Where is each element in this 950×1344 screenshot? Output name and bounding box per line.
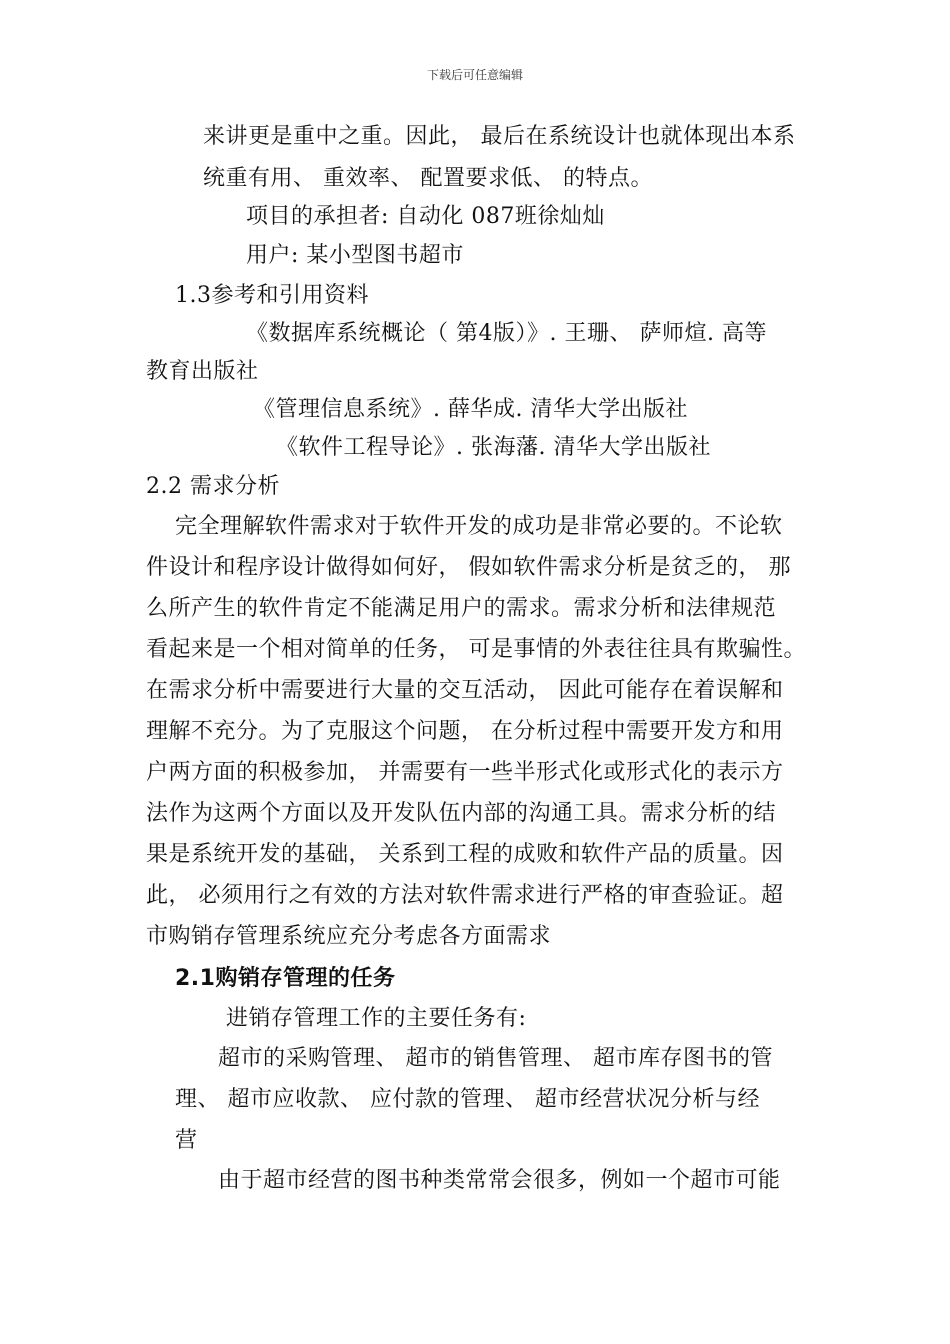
text-line: 理解不充分。为了克服这个问题， 在分析过程中需要开发方和用 xyxy=(146,719,784,744)
text-line: 在需求分析中需要进行大量的交互活动， 因此可能存在着误解和 xyxy=(146,678,784,703)
reference-item: 《软件工程导论》. 张海藩. 清华大学出版社 xyxy=(276,435,711,460)
text-line: 此， 必须用行之有效的方法对软件需求进行严格的审查验证。超 xyxy=(146,883,784,908)
reference-item: 教育出版社 xyxy=(146,359,259,384)
subsection-heading: 2.1购销存管理的任务 xyxy=(175,966,396,991)
page-header: 下载后可任意编辑 xyxy=(426,68,523,82)
text-line: 统重有用、 重效率、 配置要求低、 的特点。 xyxy=(203,166,653,191)
text-line: 进销存管理工作的主要任务有: xyxy=(226,1006,527,1031)
reference-item: 《管理信息系统》. 薛华成. 清华大学出版社 xyxy=(253,397,688,422)
section-heading: 1.3参考和引用资料 xyxy=(175,283,369,308)
section-heading: 2.2 需求分析 xyxy=(146,474,280,499)
text-line: 用户: 某小型图书超市 xyxy=(246,243,464,268)
text-line: 法作为这两个方面以及开发队伍内部的沟通工具。需求分析的结 xyxy=(146,801,777,826)
text-line: 市购销存管理系统应充分考虑各方面需求 xyxy=(146,924,552,949)
text-line: 来讲更是重中之重。因此， 最后在系统设计也就体现出本系 xyxy=(203,124,796,149)
text-line: 完全理解软件需求对于软件开发的成功是非常必要的。不论软 xyxy=(175,514,783,539)
text-line: 理、 超市应收款、 应付款的管理、 超市经营状况分析与经 xyxy=(175,1087,760,1112)
text-line: 项目的承担者: 自动化 087班徐灿灿 xyxy=(246,204,605,229)
text-line: 户两方面的积极参加， 并需要有一些半形式化或形式化的表示方 xyxy=(146,760,784,785)
text-line: 看起来是一个相对简单的任务， 可是事情的外表往往具有欺骗性。 xyxy=(146,637,806,662)
text-line: 么所产生的软件肯定不能满足用户的需求。需求分析和法律规范 xyxy=(146,596,777,621)
text-line: 果是系统开发的基础， 关系到工程的成败和软件产品的质量。因 xyxy=(146,842,784,867)
text-line: 营 xyxy=(175,1128,198,1153)
text-line: 由于超市经营的图书种类常常会很多，例如一个超市可能 xyxy=(218,1168,781,1193)
text-line: 件设计和程序设计做得如何好， 假如软件需求分析是贫乏的， 那 xyxy=(146,555,791,580)
text-line: 超市的采购管理、 超市的销售管理、 超市库存图书的管 xyxy=(218,1046,773,1071)
reference-item: 《数据库系统概论（ 第4版）》. 王珊、 萨师煊. 高等 xyxy=(246,321,767,346)
